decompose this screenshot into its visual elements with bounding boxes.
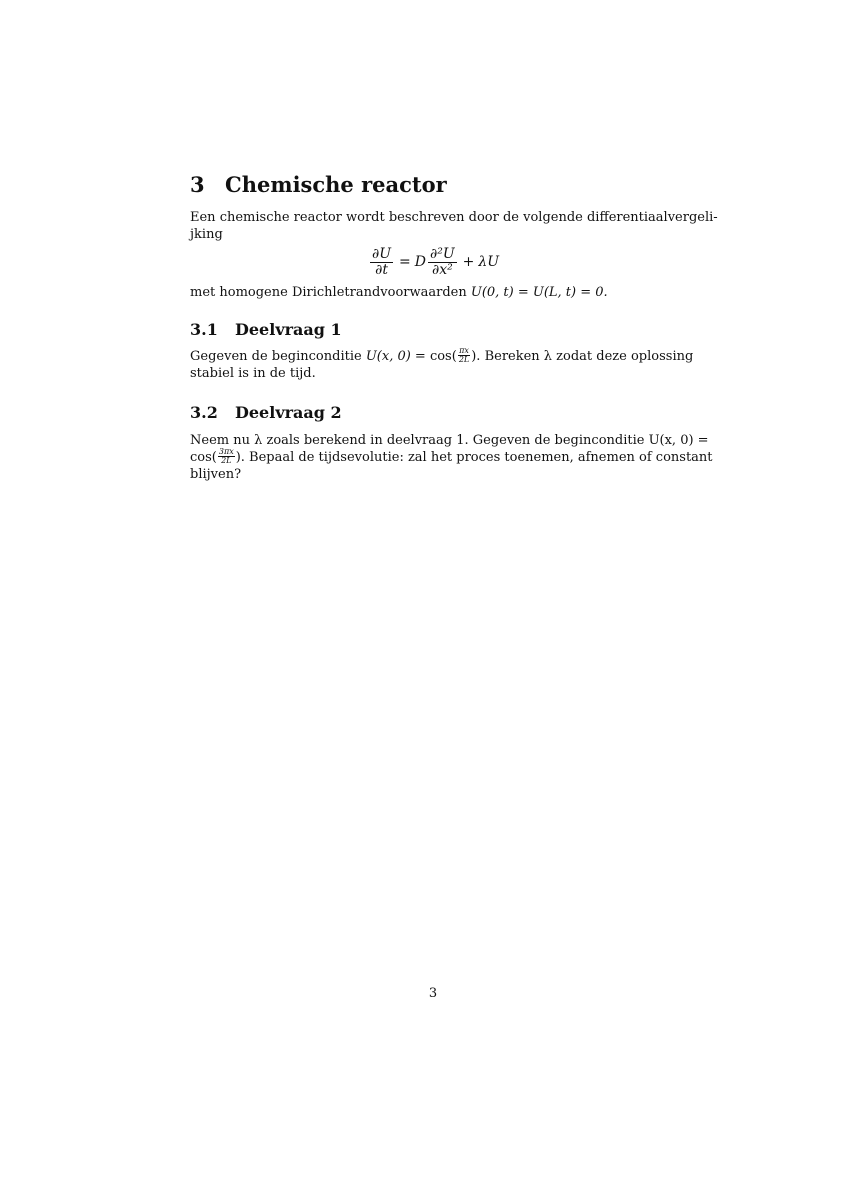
- subsection-2-heading-text: Deelvraag 2: [235, 403, 342, 422]
- lambda-term: λU: [478, 254, 500, 270]
- subsection-2-paragraph: [190, 432, 713, 483]
- subsection-1-number: 3.1: [190, 320, 218, 339]
- lhs-denominator: ∂t: [375, 261, 388, 278]
- sub2-frac-denominator: 2L: [221, 456, 232, 465]
- sub1-frac-numerator: πx: [459, 346, 469, 355]
- sub2-fraction: [218, 448, 235, 465]
- sub1-line-1: [190, 346, 694, 365]
- subsection-2-number: 3.2: [190, 403, 218, 422]
- rhs-numerator: ∂²U: [430, 245, 455, 262]
- coefficient-d: D: [414, 254, 427, 270]
- subsection-1-title: [190, 320, 342, 339]
- sub2-line-2: [190, 447, 713, 466]
- sub1-fraction: [458, 347, 470, 364]
- lhs-numerator: ∂U: [372, 245, 392, 262]
- boundary-paragraph: [190, 284, 690, 301]
- sub1-close: ).: [471, 349, 481, 364]
- intro-line-2: jking: [190, 227, 223, 242]
- sub1-cos: cos(: [429, 349, 457, 364]
- rhs-fraction: [428, 247, 457, 277]
- lhs-fraction: [370, 247, 393, 277]
- display-equation: [368, 242, 499, 282]
- boundary-math: U(0, t) = U(L, t) = 0.: [470, 285, 608, 300]
- sub2-line-1: Neem nu λ zoals berekend in deelvraag 1. Gegeven de beginconditie U(x, 0) =: [190, 433, 709, 448]
- section-number: 3: [190, 172, 205, 197]
- equals-sign: =: [399, 254, 411, 270]
- sub2-frac-numerator: 3πx: [218, 447, 234, 456]
- page-number: 3: [428, 986, 438, 1001]
- intro-line-1: Een chemische reactor wordt beschreven door de volgende differentiaalvergeli-: [190, 210, 718, 225]
- section-title: [190, 172, 447, 197]
- boundary-text: met homogene Dirichletrandvoorwaarden: [190, 285, 471, 300]
- intro-paragraph: [190, 209, 718, 243]
- boundary-line: [190, 284, 690, 301]
- subsection-1-heading-text: Deelvraag 1: [235, 320, 342, 339]
- plus-sign: +: [462, 254, 475, 270]
- section-heading-text: Chemische reactor: [225, 172, 447, 197]
- subsection-1-paragraph: [190, 346, 694, 382]
- sub2-rest: ). Bepaal de tijdsevolutie: zal het proces toenemen, afnemen of constant: [235, 450, 713, 465]
- sub2-cos: cos(: [190, 450, 217, 465]
- sub1-frac-denominator: 2L: [458, 355, 470, 364]
- sub1-rest: Bereken λ zodat deze oplossing: [480, 349, 694, 364]
- rhs-denominator: ∂x²: [431, 261, 453, 278]
- sub1-prefix: Gegeven de beginconditie: [190, 349, 366, 364]
- sub2-line-3: blijven?: [190, 467, 242, 482]
- sub1-line-2: stabiel is in de tijd.: [190, 366, 316, 381]
- sub1-math: U(x, 0) =: [365, 349, 430, 364]
- subsection-2-title: [190, 403, 342, 422]
